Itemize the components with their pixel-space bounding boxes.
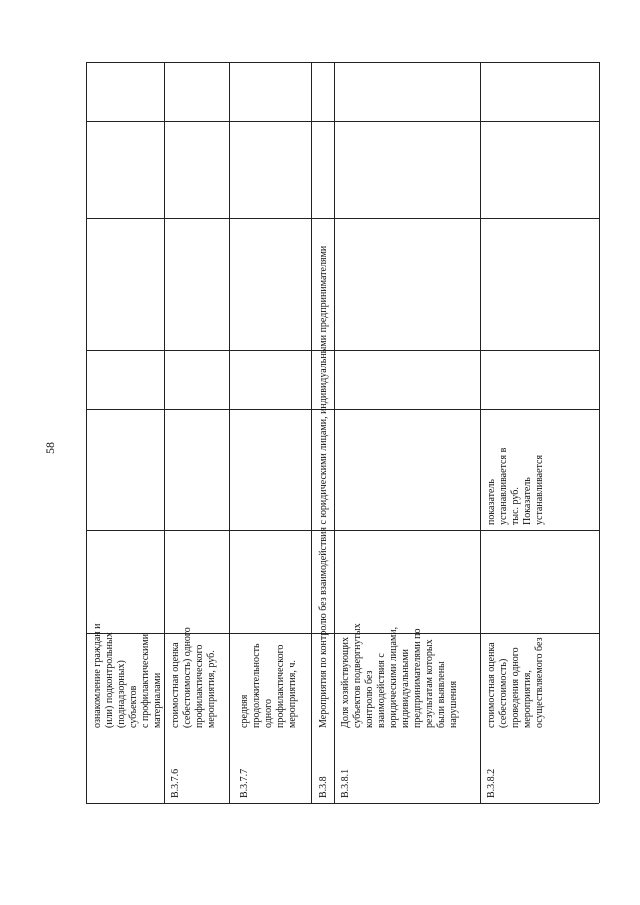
row-code: В.3.8 [318,776,329,798]
table-border-top [86,62,599,63]
row-description: стоимостная оценка (себестоимость) проведения одного мероприятия, осуществляемого без [486,637,545,728]
section-header: Мероприятия по контролю без взаимодействия с юридическими лицами, индивидуальными предпринимателями [318,245,329,728]
row-separator [334,62,335,803]
table-border-left [86,62,87,803]
table-border-bottom [86,803,599,804]
row-code: В.3.8.1 [340,768,351,798]
page-number: 58 [43,442,57,454]
row-description: стоимостная оценка (себестоимость) одного профилактического мероприятия, руб. [170,627,217,728]
row-description: Доля хозяйствующих субъектов подвергнутых контролю без взаимодействия с юридическими лицами, индивидуальными предпринимателями по результатам которых были выявлены нарушения [340,623,459,728]
row-separator [164,62,165,803]
row-description: средняя продолжительность одного профилактического мероприятия, ч. [239,643,298,728]
row-code: В.3.7.7 [239,768,250,798]
row-value-note: показатель устанавливается в тыс. руб. Показатель устанавливается [486,447,545,525]
table-gridline [86,409,599,410]
table-gridline [86,218,599,219]
row-code: В.3.8.2 [486,768,497,798]
row-separator [229,62,230,803]
table-gridline [86,530,599,531]
row-separator [311,62,312,803]
table-border-right [599,62,600,803]
table-gridline [86,350,599,351]
row-separator [480,62,481,803]
table-gridline [86,121,599,122]
row-description: ознакомление граждан и (или) подконтрольных (поднадзорных) субъектов с профилактическими материалами [92,623,163,728]
row-code: В.3.7.6 [170,768,181,798]
